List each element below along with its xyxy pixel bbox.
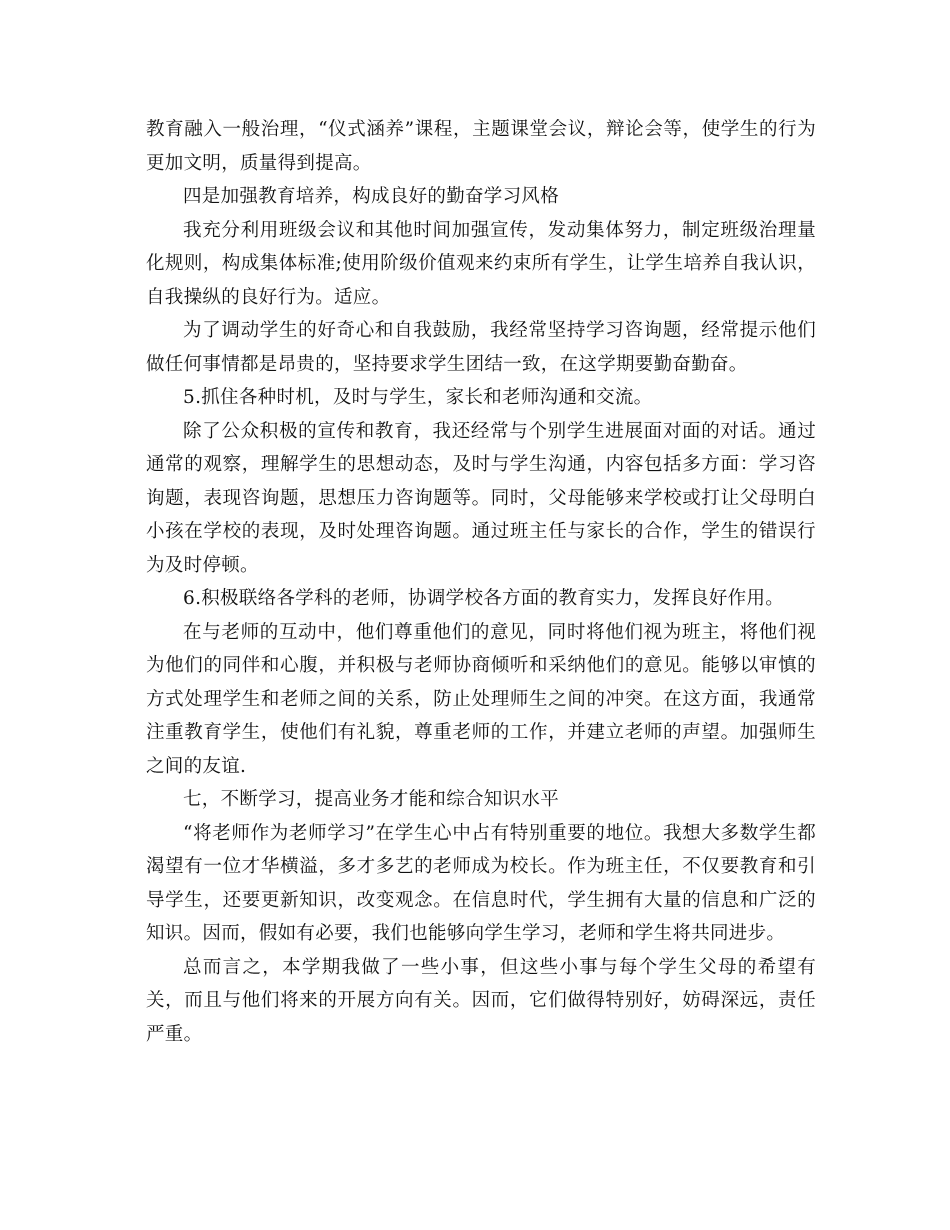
- paragraph-conclusion: 总而言之，本学期我做了一些小事，但这些小事与每个学生父母的希望有关，而且与他们将来的开展方向有关。因而，它们做得特别好，妨碍深远，责任严重。: [146, 956, 816, 1045]
- document-body: [146, 113, 816, 1051]
- section-heading-communication: 5.抓住各种时机，及时与学生，家长和老师沟通和交流。: [183, 387, 653, 408]
- section-heading-study-habits: 四是加强教育培养，构成良好的勤奋学习风格: [183, 186, 560, 207]
- paragraph: 除了公众积极的宣传和教育，我还经常与个别学生进展面对面的对话。通过通常的观察，理解学生的思想动态，及时与学生沟通，内容包括多方面：学习咨询题，表现咨询题，思想压力咨询题等。同时，父母能够来学校或打让父母明白小孩在学校的表现，及时处理咨询题。通过班主任与家长的合作，学生的错误行为及时停顿。: [146, 420, 816, 576]
- paragraph: “将老师作为老师学习”在学生心中占有特别重要的地位。我想大多数学生都渴望有一位才华横溢，多才多艺的老师成为校长。作为班主任，不仅要教育和引导学生，还要更新知识，改变观念。在信息时代，学生拥有大量的信息和广泛的知识。因而，假如有必要，我们也能够向学生学习，老师和学生将共同进步。: [146, 822, 816, 944]
- section-heading-learning: 七，不断学习，提高业务才能和综合知识水平: [183, 789, 560, 810]
- section-heading-teachers: 6.积极联络各学科的老师，协调学校各方面的教育实力，发挥良好作用。: [183, 588, 785, 609]
- paragraph: 为了调动学生的好奇心和自我鼓励，我经常坚持学习咨询题，经常提示他们做任何事情都是昂贵的，坚持要求学生团结一致，在这学期要勤奋勤奋。: [146, 320, 816, 375]
- paragraph-continued: 教育融入一般治理，“仪式涵养”课程，主题课堂会议，辩论会等，使学生的行为更加文明，质量得到提高。: [146, 119, 816, 174]
- paragraph: 在与老师的互动中，他们尊重他们的意见，同时将他们视为班主，将他们视为他们的同伴和心腹，并积极与老师协商倾听和采纳他们的意见。能够以审慎的方式处理学生和老师之间的关系，防止处理师生之间的冲突。在这方面，我通常注重教育学生，使他们有礼貌，尊重老师的工作，并建立老师的声望。加强师生之间的友谊.: [146, 621, 816, 777]
- paragraph: 我充分利用班级会议和其他时间加强宣传，发动集体努力，制定班级治理量化规则，构成集体标准;使用阶级价值观来约束所有学生，让学生培养自我认识，自我操纵的良好行为。适应。: [146, 219, 816, 308]
